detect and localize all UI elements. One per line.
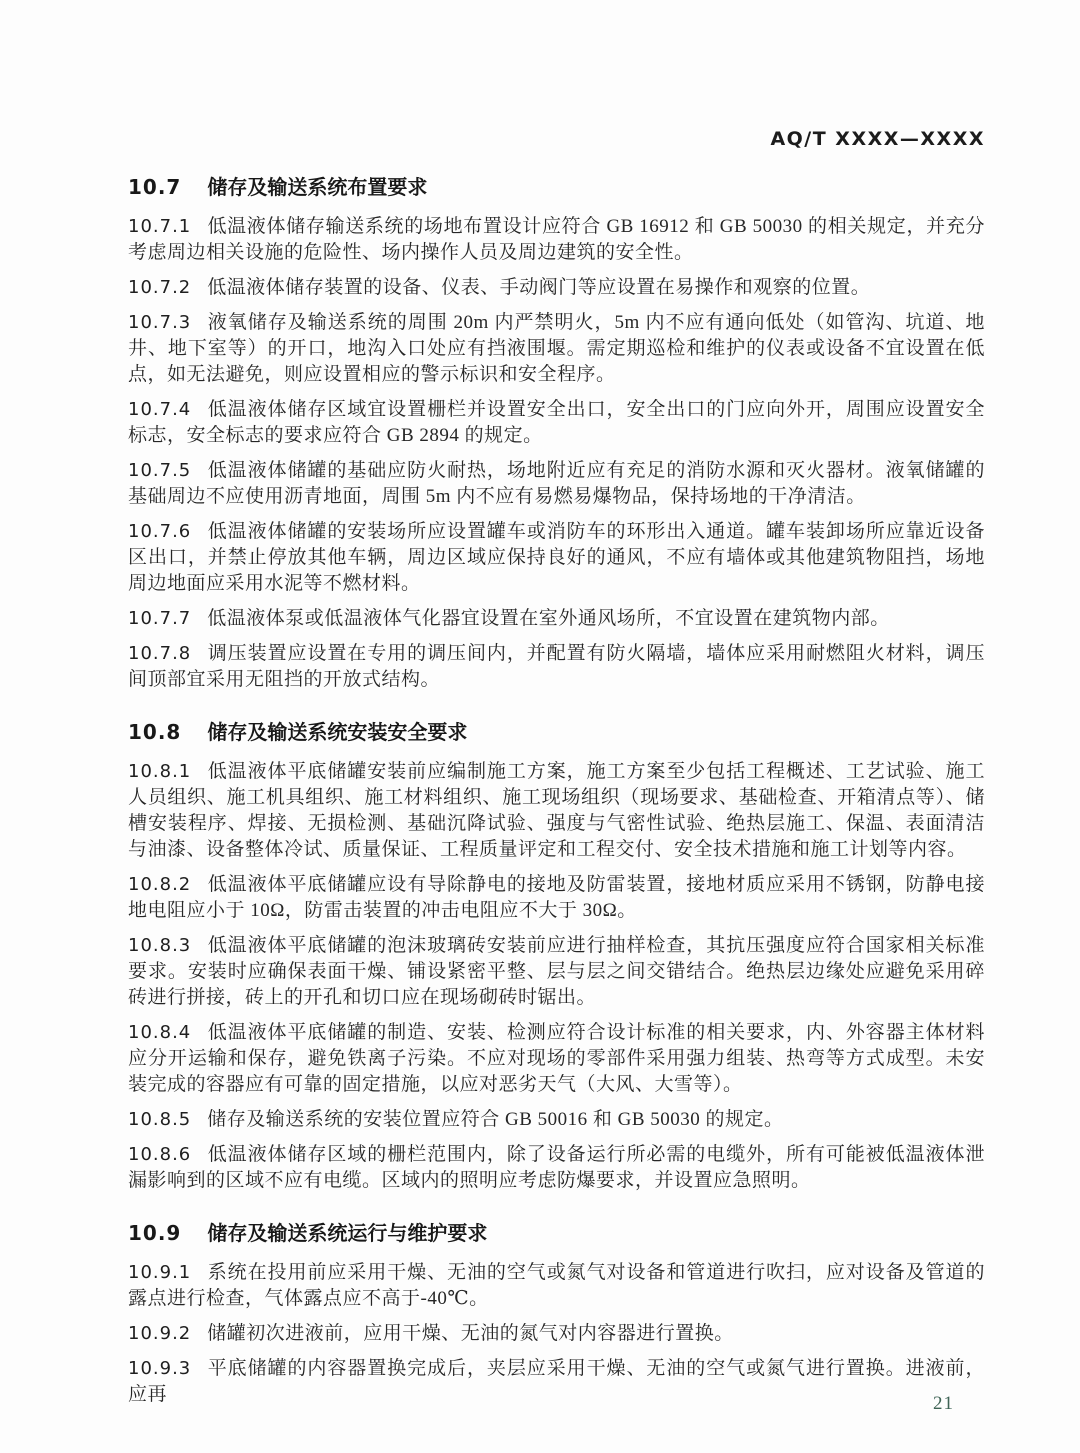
clause-paragraph bbox=[128, 1107, 985, 1133]
clause-paragraph bbox=[128, 397, 985, 449]
clause-paragraph bbox=[128, 641, 985, 693]
clause-text: 液氧储存及输送系统的周围 20m 内严禁明火，5m 内不应有通向低处（如管沟、坑道、地井、地下室等）的开口，地沟入口处应有挡液围堰。需定期巡检和维护的仪表或设备不宜设置在低点，如无法避免，则应设置相应的警示标识和安全程序。 bbox=[128, 312, 985, 385]
clause-number: 10.7.1 bbox=[128, 216, 192, 237]
clause-text: 低温液体储存区域的栅栏范围内，除了设备运行所必需的电缆外，所有可能被低温液体泄漏影响到的区域不应有电缆。区域内的照明应考虑防爆要求，并设置应急照明。 bbox=[128, 1144, 985, 1191]
clause-paragraph bbox=[128, 759, 985, 863]
clause-number: 10.7.6 bbox=[128, 521, 192, 542]
clause-number: 10.9.3 bbox=[128, 1358, 192, 1379]
clause-paragraph bbox=[128, 275, 985, 301]
clause-number: 10.7.8 bbox=[128, 643, 192, 664]
clause-paragraph bbox=[128, 1260, 985, 1312]
clause-number: 10.7.7 bbox=[128, 608, 192, 629]
section-title: 储存及输送系统布置要求 bbox=[207, 175, 428, 199]
clause-text: 平底储罐的内容器置换完成后，夹层应采用干燥、无油的空气或氮气进行置换。进液前，应再 bbox=[128, 1358, 985, 1405]
section-number: 10.7 bbox=[128, 175, 182, 199]
clause-text: 低温液体储罐的安装场所应设置罐车或消防车的环形出入通道。罐车装卸场所应靠近设备区出口，并禁止停放其他车辆，周边区域应保持良好的通风，不应有墙体或其他建筑物阻挡，场地周边地面应采用水泥等不燃材料。 bbox=[128, 521, 985, 594]
clause-number: 10.8.2 bbox=[128, 874, 192, 895]
section-heading bbox=[128, 174, 985, 201]
clause-number: 10.7.4 bbox=[128, 399, 192, 420]
clause-text: 低温液体平底储罐应设有导除静电的接地及防雷装置，接地材质应采用不锈钢，防静电接地电阻应小于 10Ω，防雷击装置的冲击电阻应不大于 30Ω。 bbox=[128, 874, 985, 921]
section-heading bbox=[128, 1220, 985, 1247]
clause-number: 10.8.5 bbox=[128, 1109, 192, 1130]
clause-number: 10.7.5 bbox=[128, 460, 192, 481]
clause-paragraph bbox=[128, 1321, 985, 1347]
section-number: 10.8 bbox=[128, 720, 182, 744]
clause-text: 低温液体平底储罐的泡沫玻璃砖安装前应进行抽样检查，其抗压强度应符合国家相关标准要求。安装时应确保表面干燥、铺设紧密平整、层与层之间交错结合。绝热层边缘处应避免采用碎砖进行拼接，砖上的开孔和切口应在现场砌砖时锯出。 bbox=[128, 935, 985, 1008]
document-code-header: AQ/T XXXX—XXXX bbox=[770, 128, 985, 150]
clause-text: 低温液体平底储罐安装前应编制施工方案，施工方案至少包括工程概述、工艺试验、施工人员组织、施工机具组织、施工材料组织、施工现场组织（现场要求、基础检查、开箱清点等）、储槽安装程序、焊接、无损检测、基础沉降试验、强度与气密性试验、绝热层施工、保温、表面清洁与油漆、设备整体冷试、质量保证、工程质量评定和工程交付、安全技术措施和施工计划等内容。 bbox=[128, 761, 985, 860]
clause-paragraph bbox=[128, 606, 985, 632]
clause-text: 调压装置应设置在专用的调压间内，并配置有防火隔墙，墙体应采用耐燃阻火材料，调压间顶部宜采用无阻挡的开放式结构。 bbox=[128, 643, 985, 690]
page-number: 21 bbox=[933, 1393, 954, 1414]
document-body bbox=[128, 168, 985, 1417]
clause-text: 储存及输送系统的安装位置应符合 GB 50016 和 GB 50030 的规定。 bbox=[207, 1109, 784, 1130]
clause-text: 低温液体储存输送系统的场地布置设计应符合 GB 16912 和 GB 50030 的相关规定，并充分考虑周边相关设施的危险性、场内操作人员及周边建筑的安全性。 bbox=[128, 216, 985, 263]
section-number: 10.9 bbox=[128, 1221, 182, 1245]
clause-number: 10.8.4 bbox=[128, 1022, 192, 1043]
section-title: 储存及输送系统安装安全要求 bbox=[207, 720, 468, 744]
clause-text: 低温液体储罐的基础应防火耐热，场地附近应有充足的消防水源和灭火器材。液氧储罐的基础周边不应使用沥青地面，周围 5m 内不应有易燃易爆物品，保持场地的干净清洁。 bbox=[128, 460, 985, 507]
section-heading bbox=[128, 719, 985, 746]
clause-number: 10.7.3 bbox=[128, 312, 192, 333]
clause-text: 低温液体泵或低温液体气化器宜设置在室外通风场所，不宜设置在建筑物内部。 bbox=[207, 608, 890, 629]
clause-number: 10.7.2 bbox=[128, 277, 192, 298]
clause-text: 系统在投用前应采用干燥、无油的空气或氮气对设备和管道进行吹扫，应对设备及管道的露点进行检查，气体露点应不高于-40℃。 bbox=[128, 1262, 985, 1309]
clause-paragraph bbox=[128, 872, 985, 924]
clause-paragraph bbox=[128, 310, 985, 388]
clause-text: 储罐初次进液前，应用干燥、无油的氮气对内容器进行置换。 bbox=[207, 1323, 734, 1344]
clause-number: 10.9.1 bbox=[128, 1262, 192, 1283]
clause-text: 低温液体平底储罐的制造、安装、检测应符合设计标准的相关要求，内、外容器主体材料应分开运输和保存，避免铁离子污染。不应对现场的零部件采用强力组装、热弯等方式成型。未安装完成的容器应有可靠的固定措施，以应对恶劣天气（大风、大雪等）。 bbox=[128, 1022, 985, 1095]
section-title: 储存及输送系统运行与维护要求 bbox=[207, 1221, 488, 1245]
clause-number: 10.8.6 bbox=[128, 1144, 192, 1165]
clause-paragraph bbox=[128, 1142, 985, 1194]
clause-paragraph bbox=[128, 214, 985, 266]
clause-text: 低温液体储存装置的设备、仪表、手动阀门等应设置在易操作和观察的位置。 bbox=[207, 277, 871, 298]
clause-paragraph bbox=[128, 458, 985, 510]
clause-text: 低温液体储存区域宜设置栅栏并设置安全出口，安全出口的门应向外开，周围应设置安全标志，安全标志的要求应符合 GB 2894 的规定。 bbox=[128, 399, 985, 446]
clause-paragraph bbox=[128, 1356, 985, 1408]
clause-number: 10.8.1 bbox=[128, 761, 192, 782]
clause-number: 10.8.3 bbox=[128, 935, 192, 956]
clause-paragraph bbox=[128, 519, 985, 597]
clause-paragraph bbox=[128, 1020, 985, 1098]
clause-number: 10.9.2 bbox=[128, 1323, 192, 1344]
clause-paragraph bbox=[128, 933, 985, 1011]
